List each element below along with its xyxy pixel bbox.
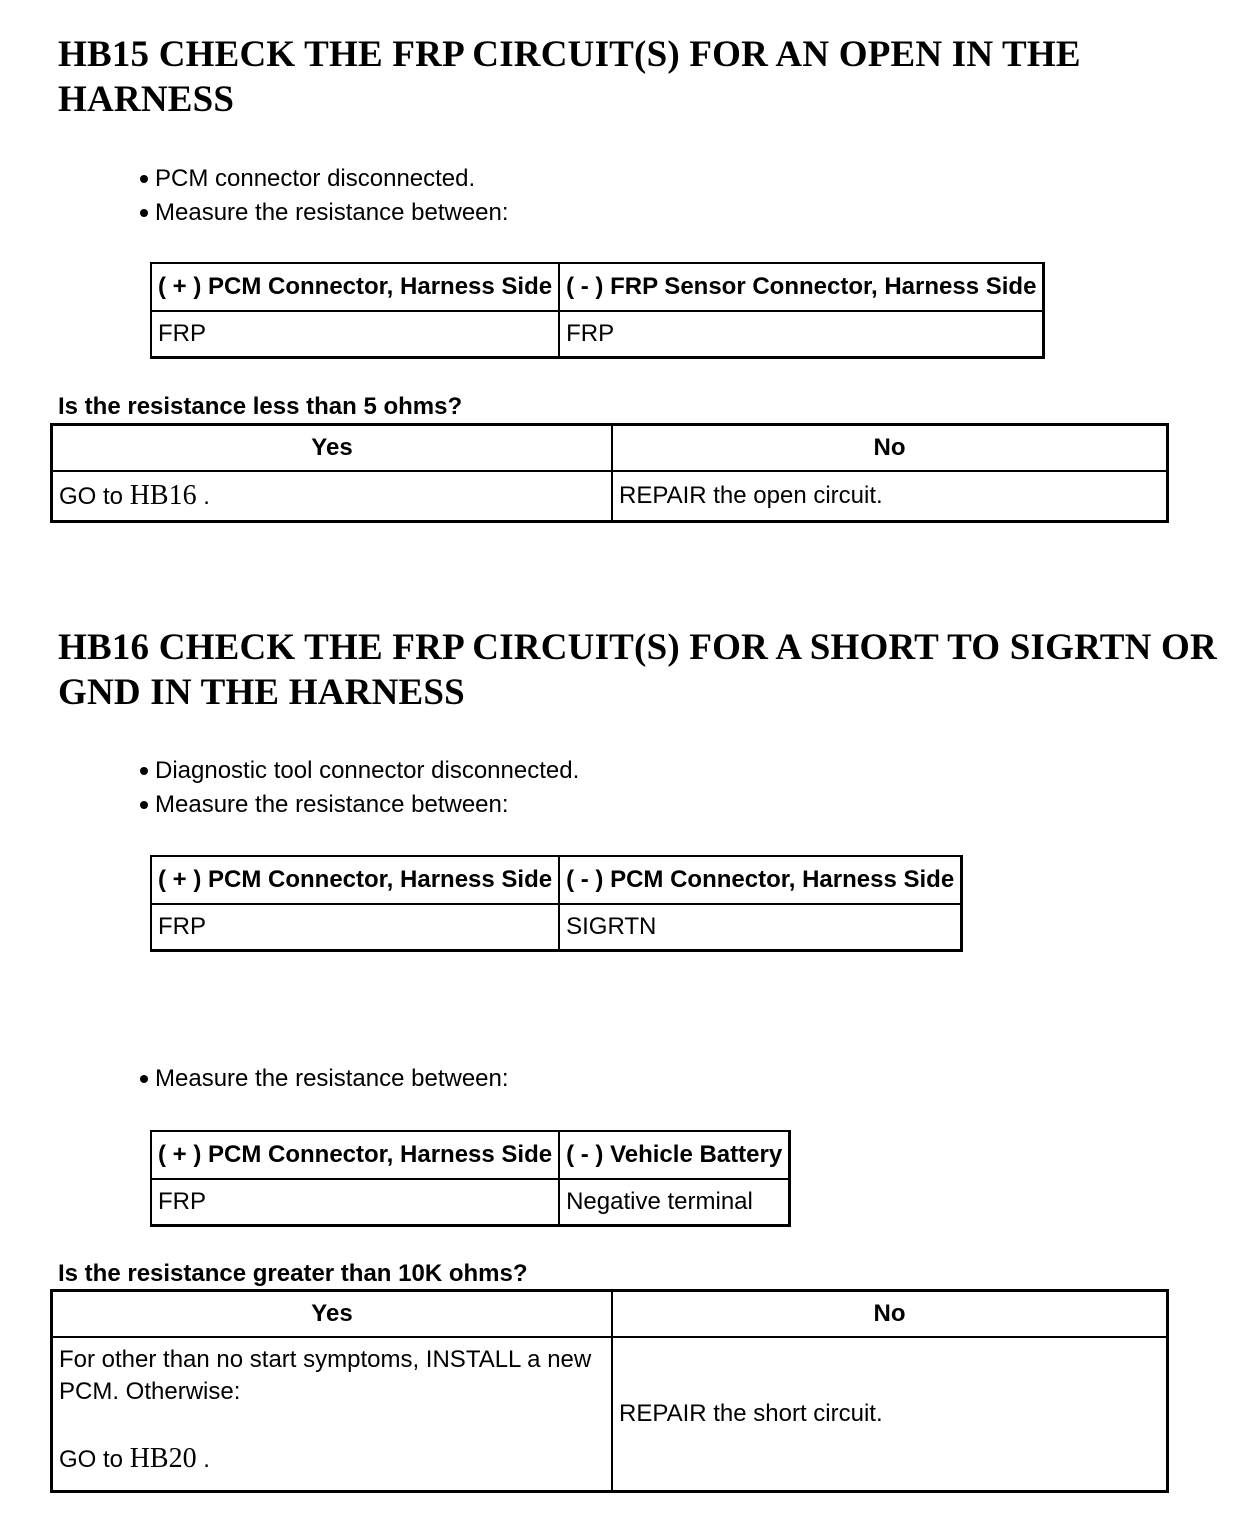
hb15-step-2: Measure the resistance between: <box>140 196 509 230</box>
hb15-heading: HB15 CHECK THE FRP CIRCUIT(S) FOR AN OPEN IN THE HARNESS <box>58 34 1081 120</box>
hb16-step-2: Measure the resistance between: <box>140 788 579 822</box>
hb15-measurement-table <box>150 262 1045 359</box>
table-header-minus: ( - ) Vehicle Battery <box>559 1131 790 1179</box>
hb15-step-1: PCM connector disconnected. <box>140 162 509 196</box>
hb15-steps <box>140 162 509 230</box>
hb15-question: Is the resistance less than 5 ohms? <box>58 393 463 420</box>
hb16-measurement-table-2 <box>150 1130 791 1227</box>
yes-prefix: GO to <box>59 1446 130 1473</box>
table-cell-minus: FRP <box>559 311 1044 358</box>
no-header: No <box>612 1291 1168 1338</box>
hb16-step-3: Measure the resistance between: <box>140 1062 509 1096</box>
yes-header: Yes <box>52 1291 613 1338</box>
table-header-plus: ( + ) PCM Connector, Harness Side <box>151 1131 559 1179</box>
table-cell-plus: FRP <box>151 1179 559 1226</box>
yes-header: Yes <box>52 425 613 472</box>
yes-prefix: GO to <box>59 483 130 510</box>
table-cell-minus: SIGRTN <box>559 904 962 951</box>
hb15-no-cell: REPAIR the open circuit. <box>612 471 1168 522</box>
hb16-link[interactable]: HB16 <box>129 480 197 511</box>
table-header-plus: ( + ) PCM Connector, Harness Side <box>151 856 559 904</box>
table-header-minus: ( - ) FRP Sensor Connector, Harness Side <box>559 263 1044 311</box>
table-cell-plus: FRP <box>151 311 559 358</box>
hb16-no-cell: REPAIR the short circuit. <box>612 1337 1168 1492</box>
hb15-answer-table <box>50 423 1169 523</box>
table-header-minus: ( - ) PCM Connector, Harness Side <box>559 856 962 904</box>
hb15-yes-cell <box>52 471 613 522</box>
hb16-step-1: Diagnostic tool connector disconnected. <box>140 754 579 788</box>
hb16-yes-cell <box>52 1337 613 1492</box>
hb16-steps-2 <box>140 1062 509 1096</box>
table-cell-minus: Negative terminal <box>559 1179 790 1226</box>
table-cell-plus: FRP <box>151 904 559 951</box>
yes-suffix: . <box>196 483 210 510</box>
yes-goto <box>59 1443 605 1476</box>
hb16-measurement-table-1 <box>150 855 963 952</box>
hb20-link[interactable]: HB20 <box>129 1443 197 1474</box>
yes-suffix: . <box>196 1446 210 1473</box>
table-header-plus: ( + ) PCM Connector, Harness Side <box>151 263 559 311</box>
hb16-answer-table <box>50 1289 1169 1493</box>
hb16-heading: HB16 CHECK THE FRP CIRCUIT(S) FOR A SHORT TO SIGRTN OR GND IN THE HARNESS <box>58 627 1217 713</box>
hb16-question: Is the resistance greater than 10K ohms? <box>58 1260 528 1287</box>
yes-instruction: For other than no start symptoms, INSTALL a new PCM. Otherwise: <box>59 1346 592 1405</box>
no-header: No <box>612 425 1168 472</box>
hb16-steps <box>140 754 579 822</box>
